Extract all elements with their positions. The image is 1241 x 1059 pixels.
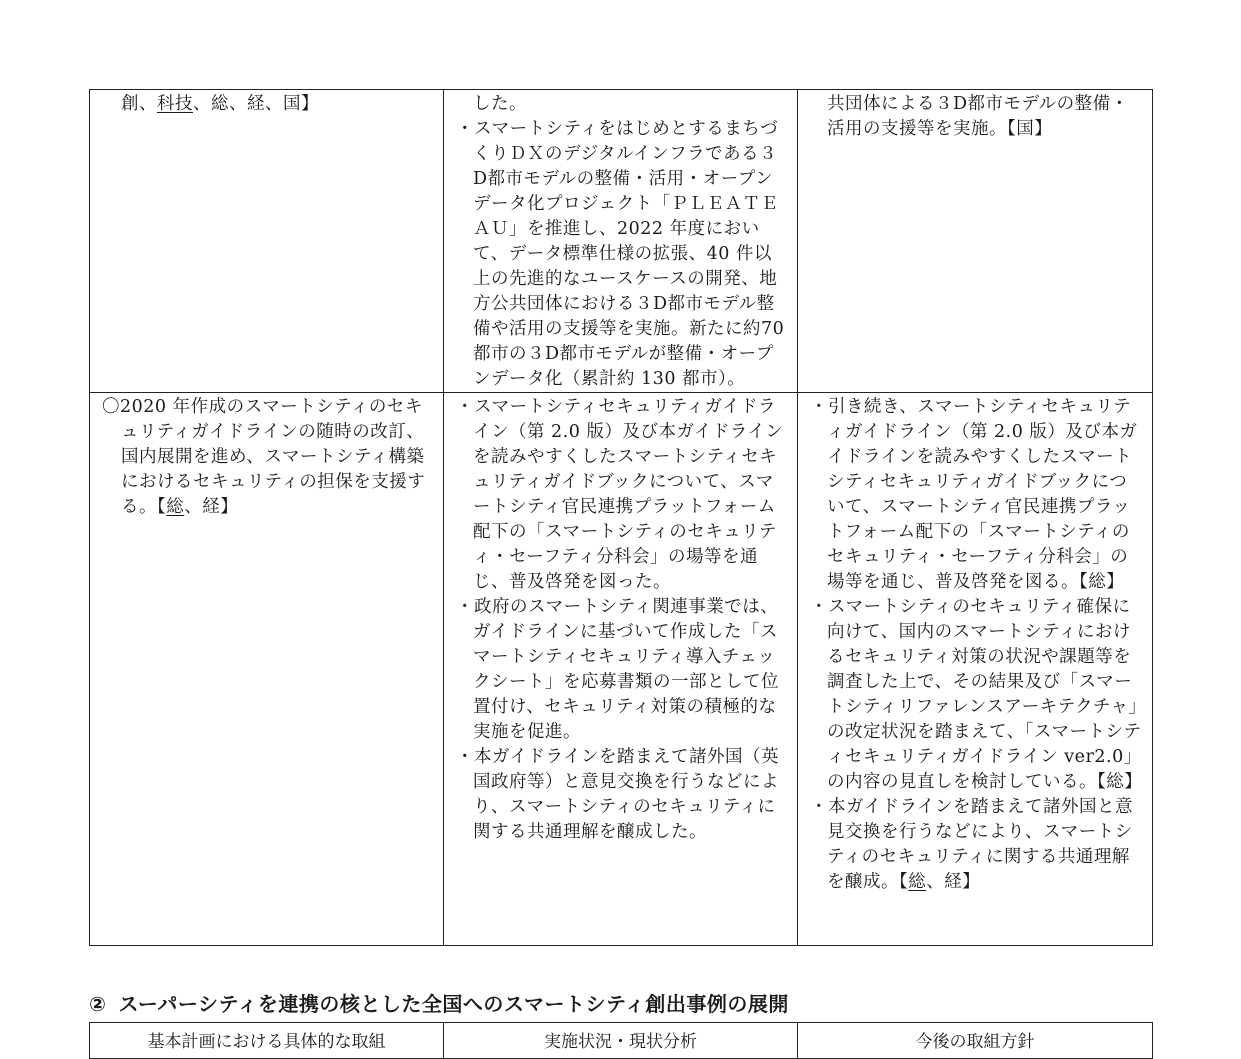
section-heading: [89, 988, 789, 1017]
table-row: [90, 393, 1153, 946]
future-policy-text: 共団体による３D都市モデルの整備・活用の支援等を実施。【国】: [827, 94, 1129, 139]
table-cell-status: [444, 393, 798, 946]
section-title: スーパーシティを連携の核とした全国へのスマートシティ創出事例の展開: [118, 992, 789, 1016]
status-bullet: ・スマートシティセキュリティガイドライン（第 2.0 版）及び本ガイドラインを読みやすくしたスマートシティセキュリティガイドブックについて、スマートシティ官民連携プラットフォーム配下の「スマートシティのセキュリティ・セーフティ分科会」の場等を通じ、普及啓発を図った。: [456, 397, 784, 592]
policy-table: [89, 89, 1153, 946]
future-policy-bullet: ・本ガイドラインを踏まえて諸外国と意見交換を行うなどにより、スマートシティのセキュリティに関する共通理解を醸成。【総、経】: [810, 797, 1133, 892]
table-cell-future-policy: [798, 393, 1153, 946]
table-header-row: [90, 1023, 1153, 1059]
table-cell-planned-action: [90, 393, 444, 946]
table-cell-future-policy: [798, 90, 1153, 393]
table-cell-status: [444, 90, 798, 393]
status-bullet: ・政府のスマートシティ関連事業では、ガイドラインに基づいて作成した「スマートシティセキュリティ導入チェックシート」を応募書類の一部として位置付け、セキュリティ対策の積極的な実施を促進。: [456, 597, 779, 742]
next-table-header: [89, 1022, 1153, 1059]
table-row: [90, 90, 1153, 393]
future-policy-bullet: ・引き続き、スマートシティセキュリティガイドライン（第 2.0 版）及び本ガイドラインを読みやすくしたスマートシティセキュリティガイドブックについて、スマートシティ官民連携プラットフォーム配下の「スマートシティのセキュリティ・セーフティ分科会」の場等を通じ、普及啓発を図る。【総】: [810, 397, 1138, 592]
planned-action-text: 〇2020 年作成のスマートシティのセキュリティガイドラインの随時の改訂、国内展開を進め、スマートシティ構築におけるセキュリティの担保を支援する。【総、経】: [102, 397, 426, 517]
column-header: 今後の取組方針: [798, 1023, 1153, 1059]
status-bullet: ・本ガイドラインを踏まえて諸外国（英国政府等）と意見交換を行うなどにより、スマートシティのセキュリティに関する共通理解を醸成した。: [456, 747, 779, 842]
status-bullet: ・スマートシティをはじめとするまちづくりＤＸのデジタルインフラである３D都市モデルの整備・活用・オープンデータ化プロジェクト「ＰＬＥＡＴＥＡＵ」を推進し、2022 年度において、データ標準仕様の拡張、40 件以上の先進的なユースケースの開発、地方公共団体における３D都市モデル整備や活用の支援等を実施。新たに約70 都市の３D都市モデルが整備・オープンデータ化（累計約 130 都市）。: [456, 119, 785, 389]
status-text: した。: [473, 94, 527, 114]
planned-action-text: 創、科技、総、経、国】: [121, 94, 319, 114]
column-header: 実施状況・現状分析: [444, 1023, 798, 1059]
section-number: ②: [89, 992, 107, 1016]
table-cell-planned-action: [90, 90, 444, 393]
future-policy-bullet: ・スマートシティのセキュリティ確保に向けて、国内のスマートシティにおけるセキュリティ対策の状況や課題等を調査した上で、その結果及び「スマートシティリファレンスアーキテクチャ」の改定状況を踏まえて、「スマートシティセキュリティガイドライン ver2.0」の内容の見直しを検討している。【総】: [810, 597, 1143, 792]
column-header: 基本計画における具体的な取組: [90, 1023, 444, 1059]
